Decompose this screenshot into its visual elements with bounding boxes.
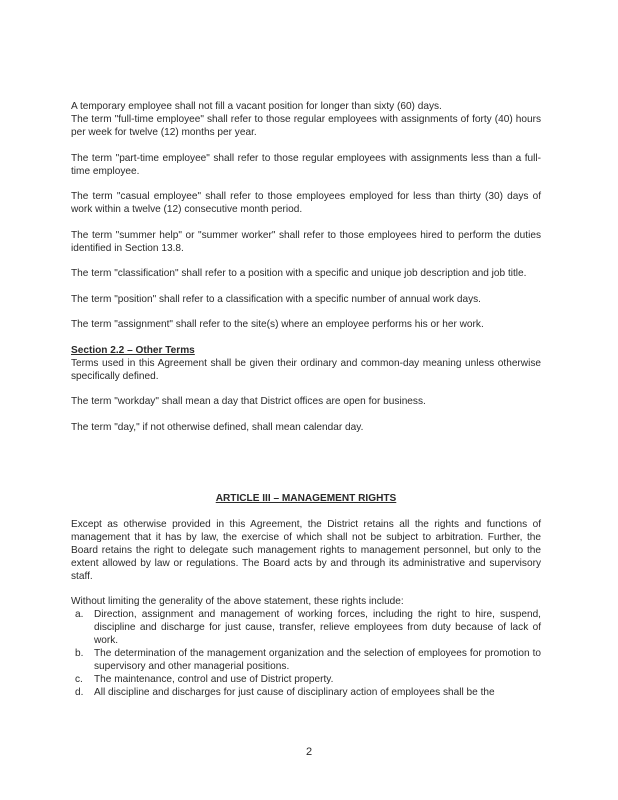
list-item [71, 673, 541, 686]
list-item-text: The determination of the management organization and the selection of employees for promotion to supervisory and other managerial positions. [94, 648, 541, 672]
list-item-text: The maintenance, control and use of District property. [94, 674, 334, 685]
paragraph-management-rights-intro: Except as otherwise provided in this Agreement, the District retains all the rights and functions of management that it has by law, the exercise of which shall not be subject to arbitration. Further, the Board retains the right to delegate such management rights to management personnel, but only to the extent allowed by law or regulations. The Board acts by and through its administrative and supervisory staff. [71, 518, 541, 582]
paragraph-part-time-employee: The term "part-time employee" shall refer to those regular employees with assignments less than a full-time employee. [71, 152, 541, 177]
vertical-spacer [71, 446, 541, 492]
list-item [71, 608, 541, 647]
paragraph-workday: The term "workday" shall mean a day that District offices are open for business. [71, 396, 426, 407]
paragraph-full-time-employee: The term "full-time employee" shall refer to those regular employees with assignments of forty (40) hours per week for twelve (12) months per year. [71, 114, 541, 138]
list-marker: c. [75, 674, 83, 685]
list-marker: b. [75, 648, 84, 659]
paragraph-temporary-employee: A temporary employee shall not fill a vacant position for longer than sixty (60) days. [71, 101, 442, 112]
paragraph-classification: The term "classification" shall refer to a position with a specific and unique job description and job title. [71, 268, 527, 279]
article-title: ARTICLE III – MANAGEMENT RIGHTS [215, 493, 397, 504]
page-number: 2 [305, 746, 313, 758]
section-heading: Section 2.2 – Other Terms [71, 344, 195, 356]
list-item [71, 647, 541, 673]
paragraph-position: The term "position" shall refer to a classification with a specific number of annual work days. [71, 293, 481, 305]
paragraph-assignment: The term "assignment" shall refer to the site(s) where an employee performs his or her work. [71, 319, 484, 330]
paragraph-rights-list-intro: Without limiting the generality of the above statement, these rights include: [71, 596, 404, 607]
page-body [71, 100, 541, 699]
paragraph-day: The term "day," if not otherwise defined, shall mean calendar day. [71, 421, 364, 433]
list-item-text: All discipline and discharges for just cause of disciplinary action of employees shall be the [94, 687, 495, 698]
paragraph-summer-help: The term "summer help" or "summer worker" shall refer to those employees hired to perform the duties identified in Section 13.8. [71, 229, 541, 254]
list-item [71, 686, 541, 699]
paragraph-other-terms: Terms used in this Agreement shall be given their ordinary and common-day meaning unless otherwise specifically defined. [71, 357, 541, 382]
list-marker: d. [75, 687, 84, 698]
paragraph-casual-employee: The term "casual employee" shall refer to those employees employed for less than thirty (30) days of work within a twelve (12) consecutive month period. [71, 191, 541, 215]
list-marker: a. [75, 609, 84, 620]
rights-list [71, 608, 541, 699]
list-item-text: Direction, assignment and management of working forces, including the right to hire, suspend, discipline and discharge for just cause, transfer, relieve employees from duty because of lack of work. [94, 609, 541, 646]
